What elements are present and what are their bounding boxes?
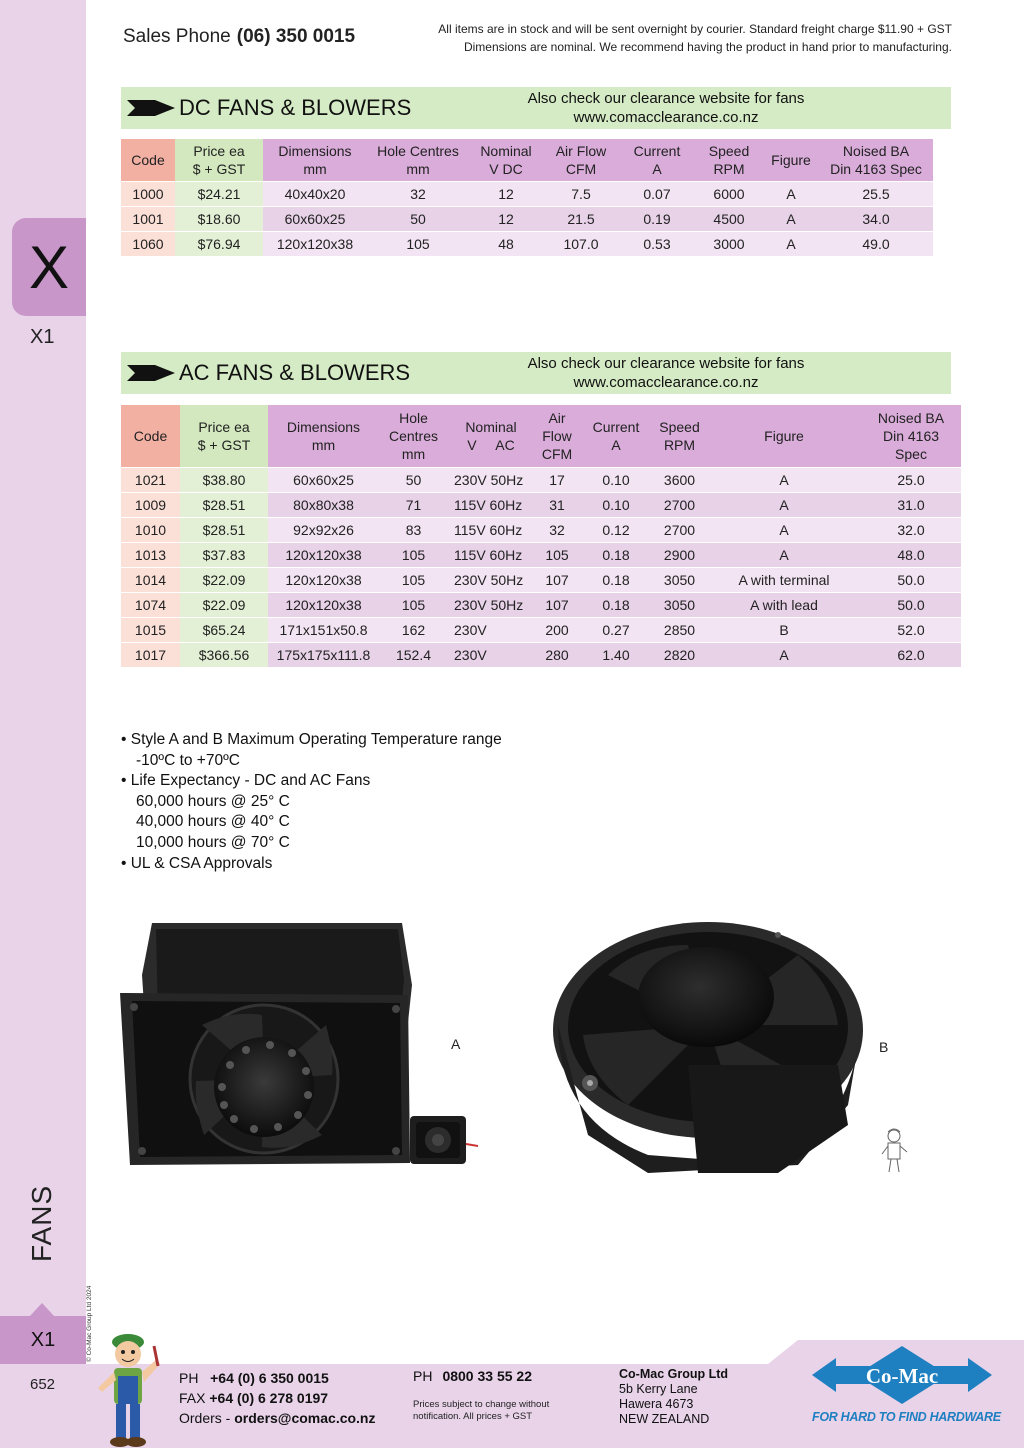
table-cell: 105 [379,567,448,592]
table-cell: 6000 [695,181,763,206]
table-cell: 162 [379,617,448,642]
section-code-top: X1 [30,326,55,348]
table-cell: 71 [379,492,448,517]
column-header-line: $ + GST [192,160,246,177]
ph-number[interactable]: +64 (0) 6 350 0015 [210,1370,329,1386]
table-cell: $38.80 [180,467,268,492]
ac-fans-table [121,405,961,667]
price-note-line1: Prices subject to change without [413,1399,550,1410]
company-address [619,1367,728,1427]
section-letter: X [28,233,70,301]
column-header [367,139,469,181]
ph2-label: PH [413,1368,433,1384]
header-note-line1: All items are in stock and will be sent overnight by courier. Standard freight charge $11.90 + GST [438,22,952,36]
table-cell: 115V 60Hz [448,517,534,542]
column-header-line: mm [311,436,336,453]
mascot-icon [92,1326,162,1448]
table-cell: A [707,517,861,542]
column-header-line: Code [131,151,165,168]
table-cell: 3050 [652,592,707,617]
column-header-line: Dimensions [278,142,352,159]
column-header-line: Flow [542,427,572,444]
note-line: • UL & CSA Approvals [121,854,273,872]
column-header-line: Din 4163 Spec [830,160,922,177]
table-cell: A [707,492,861,517]
address-line3: NEW ZEALAND [619,1412,710,1426]
table-cell: 0.19 [619,206,695,231]
table-cell: 230V 50Hz [448,467,534,492]
column-header-line: mm [303,160,327,177]
table-cell: 34.0 [819,206,933,231]
section-tab[interactable] [12,218,86,316]
clearance-link[interactable]: www.comacclearance.co.nz [573,374,759,391]
table-cell: 171x151x50.8 [268,617,379,642]
table-cell: 0.10 [580,467,652,492]
table-cell: 120x120x38 [268,592,379,617]
table-cell: 1015 [121,617,180,642]
column-header [652,405,707,467]
table-cell: $28.51 [180,517,268,542]
logo-text: Co-Mac [865,1364,939,1388]
table-cell: 62.0 [861,642,961,667]
column-header-line: Centres [388,427,439,444]
table-cell: 105 [367,231,469,256]
table-cell: 152.4 [379,642,448,667]
table-cell: 230V [448,642,534,667]
address-line2: Hawera 4673 [619,1397,694,1411]
column-header-line: Speed [659,418,700,435]
column-header-line: Noised BA [842,142,910,159]
column-header-line: Figure [764,427,804,444]
table-cell: 2700 [652,492,707,517]
column-header-line: A [652,160,662,177]
column-header-line: Air [548,409,566,426]
ac-section-banner [121,352,951,394]
table-cell: 1074 [121,592,180,617]
dc-fans-table [121,139,933,256]
footer-contact [179,1368,376,1428]
table-cell: 80x80x38 [268,492,379,517]
section-tab-bottom[interactable] [0,1316,86,1364]
footer-freephone [413,1368,532,1384]
company-name: Co-Mac Group Ltd [619,1367,729,1381]
ph-label: PH [179,1370,199,1386]
table-cell: 40x40x20 [263,181,367,206]
column-header-line: Hole Centres [377,142,459,159]
table-row[interactable] [121,181,933,206]
section-code-bottom: X1 [30,1328,56,1351]
column-header-line: CFM [541,445,573,462]
table-cell: 1000 [121,181,175,206]
note-line: 60,000 hours @ 25° C [136,792,290,810]
table-cell: $22.09 [180,567,268,592]
arrow-icon [127,363,175,383]
figure-a-label: A [451,1036,461,1052]
table-cell: 32.0 [861,517,961,542]
table-cell: 60x60x25 [263,206,367,231]
column-header [469,139,543,181]
table-cell: $22.09 [180,592,268,617]
table-cell: 1013 [121,542,180,567]
tab-notch [30,1303,54,1316]
table-cell: 230V [448,617,534,642]
table-cell: A [763,181,819,206]
table-cell: 0.18 [580,542,652,567]
column-header-line: Code [133,427,168,444]
table-cell: 3000 [695,231,763,256]
table-cell: 0.18 [580,567,652,592]
address-line1: 5b Kerry Lane [619,1382,698,1396]
table-cell: 50.0 [861,567,961,592]
table-cell: 25.0 [861,467,961,492]
column-header-line: Current [592,418,640,435]
column-header-line: Spec [895,445,927,462]
table-cell: A [763,206,819,231]
table-cell: 7.5 [543,181,619,206]
table-cell: 107 [534,592,580,617]
ph2-number[interactable]: 0800 33 55 22 [442,1368,532,1384]
column-header-line: $ + GST [197,436,251,453]
table-cell: 1.40 [580,642,652,667]
ac-section-title: AC FANS & BLOWERS [179,360,411,385]
table-cell: 200 [534,617,580,642]
fan-image-small [408,1112,478,1168]
table-cell: 17 [534,467,580,492]
table-row[interactable] [121,206,933,231]
clearance-link[interactable]: www.comacclearance.co.nz [573,109,759,126]
table-row[interactable] [121,517,961,542]
table-row[interactable] [121,467,961,492]
ac-clearance-note [501,354,831,392]
column-header-line: Nominal [480,142,532,159]
price-note-line2: notification. All prices + GST [413,1411,533,1422]
table-cell: 12 [469,206,543,231]
table-cell: 50 [367,206,469,231]
table-cell: 105 [534,542,580,567]
table-row[interactable] [121,542,961,567]
table-cell: 1009 [121,492,180,517]
column-header-line: V DC [489,160,523,177]
table-row[interactable] [121,492,961,517]
table-cell: 120x120x38 [268,567,379,592]
column-header-line: RPM [713,160,745,177]
table-cell: $366.56 [180,642,268,667]
table-cell: 0.07 [619,181,695,206]
dc-clearance-note [501,89,831,127]
table-cell: $37.83 [180,542,268,567]
column-header-line: A [611,436,621,453]
copyright: © Co-Mac Group Ltd 2024 [86,1285,93,1362]
table-cell: 1017 [121,642,180,667]
table-cell: B [707,617,861,642]
table-cell: 3050 [652,567,707,592]
table-cell: 92x92x26 [268,517,379,542]
table-row[interactable] [121,592,961,617]
header-note [438,20,952,56]
table-cell: 49.0 [819,231,933,256]
column-header [379,405,448,467]
table-row[interactable] [121,231,933,256]
table-cell: $76.94 [175,231,263,256]
column-header [121,405,180,467]
column-header-line: Din 4163 [882,427,940,444]
category-label: FANS [26,1184,57,1262]
table-cell: 25.5 [819,181,933,206]
column-header [819,139,933,181]
note-line: 10,000 hours @ 70° C [136,833,290,851]
table-cell: 48.0 [861,542,961,567]
column-header-line: Speed [708,142,750,159]
comac-logo [808,1344,996,1406]
column-header [707,405,861,467]
table-cell: $18.60 [175,206,263,231]
column-header-line: mm [401,445,426,462]
column-header-line: Air Flow [555,142,607,159]
table-cell: 2820 [652,642,707,667]
table-cell: 21.5 [543,206,619,231]
sales-phone-label: Sales Phone [123,26,231,47]
column-header-line: CFM [565,160,597,177]
note-line: 40,000 hours @ 40° C [136,813,290,831]
table-cell: A [707,467,861,492]
dc-section-title: DC FANS & BLOWERS [179,95,412,120]
table-cell: 0.18 [580,592,652,617]
column-header-line: Figure [771,151,811,168]
arrow-icon [127,98,175,118]
column-header-line: Nominal [465,418,517,435]
table-cell: $24.21 [175,181,263,206]
table-cell: 107 [534,567,580,592]
sales-phone [123,26,355,48]
column-header [543,139,619,181]
table-cell: $28.51 [180,492,268,517]
column-header-line: Price ea [193,142,245,159]
table-cell: 115V 60Hz [448,542,534,567]
table-cell: 31.0 [861,492,961,517]
column-header [175,139,263,181]
table-row[interactable] [121,617,961,642]
table-cell: $65.24 [180,617,268,642]
table-cell: A with terminal [707,567,861,592]
fax-label: FAX [179,1390,206,1406]
table-row[interactable] [121,642,961,667]
column-header [448,405,534,467]
table-cell: 175x175x111.8 [268,642,379,667]
clearance-text: Also check our clearance website for fans [527,90,805,107]
note-line: -10ºC to +70ºC [136,751,240,769]
table-cell: 107.0 [543,231,619,256]
header-note-line2: Dimensions are nominal. We recommend having the product in hand prior to manufacturing. [463,40,952,54]
column-header [268,405,379,467]
table-cell: 3600 [652,467,707,492]
table-cell: 1060 [121,231,175,256]
figure-b-label: B [879,1039,889,1055]
table-cell: 105 [379,592,448,617]
table-cell: 12 [469,181,543,206]
table-cell: 2850 [652,617,707,642]
column-header [861,405,961,467]
sales-phone-number[interactable]: (06) 350 0015 [236,26,356,47]
column-header [619,139,695,181]
table-cell: 48 [469,231,543,256]
column-header [263,139,367,181]
column-header [763,139,819,181]
table-cell: 50.0 [861,592,961,617]
table-cell: 60x60x25 [268,467,379,492]
table-cell: 4500 [695,206,763,231]
column-header [534,405,580,467]
table-cell: A [707,642,861,667]
table-cell: 1021 [121,467,180,492]
column-header-line: mm [406,160,430,177]
spec-notes [121,730,502,874]
table-cell: 50 [379,467,448,492]
dc-section-banner [121,87,951,129]
table-cell: 120x120x38 [268,542,379,567]
table-cell: 1001 [121,206,175,231]
footer-corner [768,1340,798,1364]
orders-label: Orders - [179,1410,231,1426]
table-cell: 1014 [121,567,180,592]
table-cell: 2700 [652,517,707,542]
table-cell: 32 [534,517,580,542]
table-cell: 105 [379,542,448,567]
table-cell: 0.53 [619,231,695,256]
column-header [695,139,763,181]
column-header-line: Hole [399,409,428,426]
table-cell: 83 [379,517,448,542]
orders-email[interactable]: orders@comac.co.nz [234,1410,376,1426]
column-header-line: Price ea [198,418,250,435]
column-header [580,405,652,467]
column-header-line: Noised BA [877,409,945,426]
column-header-line: Dimensions [286,418,361,435]
column-header-line: Current [633,142,681,159]
table-cell: 0.12 [580,517,652,542]
table-cell: 1010 [121,517,180,542]
table-cell: 0.10 [580,492,652,517]
clearance-text: Also check our clearance website for fans [527,355,805,372]
fan-image-a [112,915,412,1175]
table-cell: 32 [367,181,469,206]
fan-image-b [548,915,868,1180]
page-number: 652 [30,1376,56,1393]
table-cell: 52.0 [861,617,961,642]
table-cell: 230V 50Hz [448,592,534,617]
table-cell: 115V 60Hz [448,492,534,517]
table-cell: A [763,231,819,256]
price-note [413,1399,573,1423]
table-row[interactable] [121,567,961,592]
table-cell: A with lead [707,592,861,617]
table-cell: 2900 [652,542,707,567]
note-line: • Style A and B Maximum Operating Temperature range [121,731,502,748]
table-cell: A [707,542,861,567]
column-header [121,139,175,181]
note-line: • Life Expectancy - DC and AC Fans [121,772,371,790]
column-header-line: V AC [467,436,515,453]
table-cell: 230V 50Hz [448,567,534,592]
column-header [180,405,268,467]
tagline: FOR HARD TO FIND HARDWARE [812,1410,1001,1424]
mascot-small-icon [880,1126,910,1174]
fax-number[interactable]: +64 (0) 6 278 0197 [209,1390,329,1406]
table-cell: 280 [534,642,580,667]
table-cell: 31 [534,492,580,517]
column-header-line: RPM [663,436,696,453]
table-cell: 0.27 [580,617,652,642]
table-cell: 120x120x38 [263,231,367,256]
